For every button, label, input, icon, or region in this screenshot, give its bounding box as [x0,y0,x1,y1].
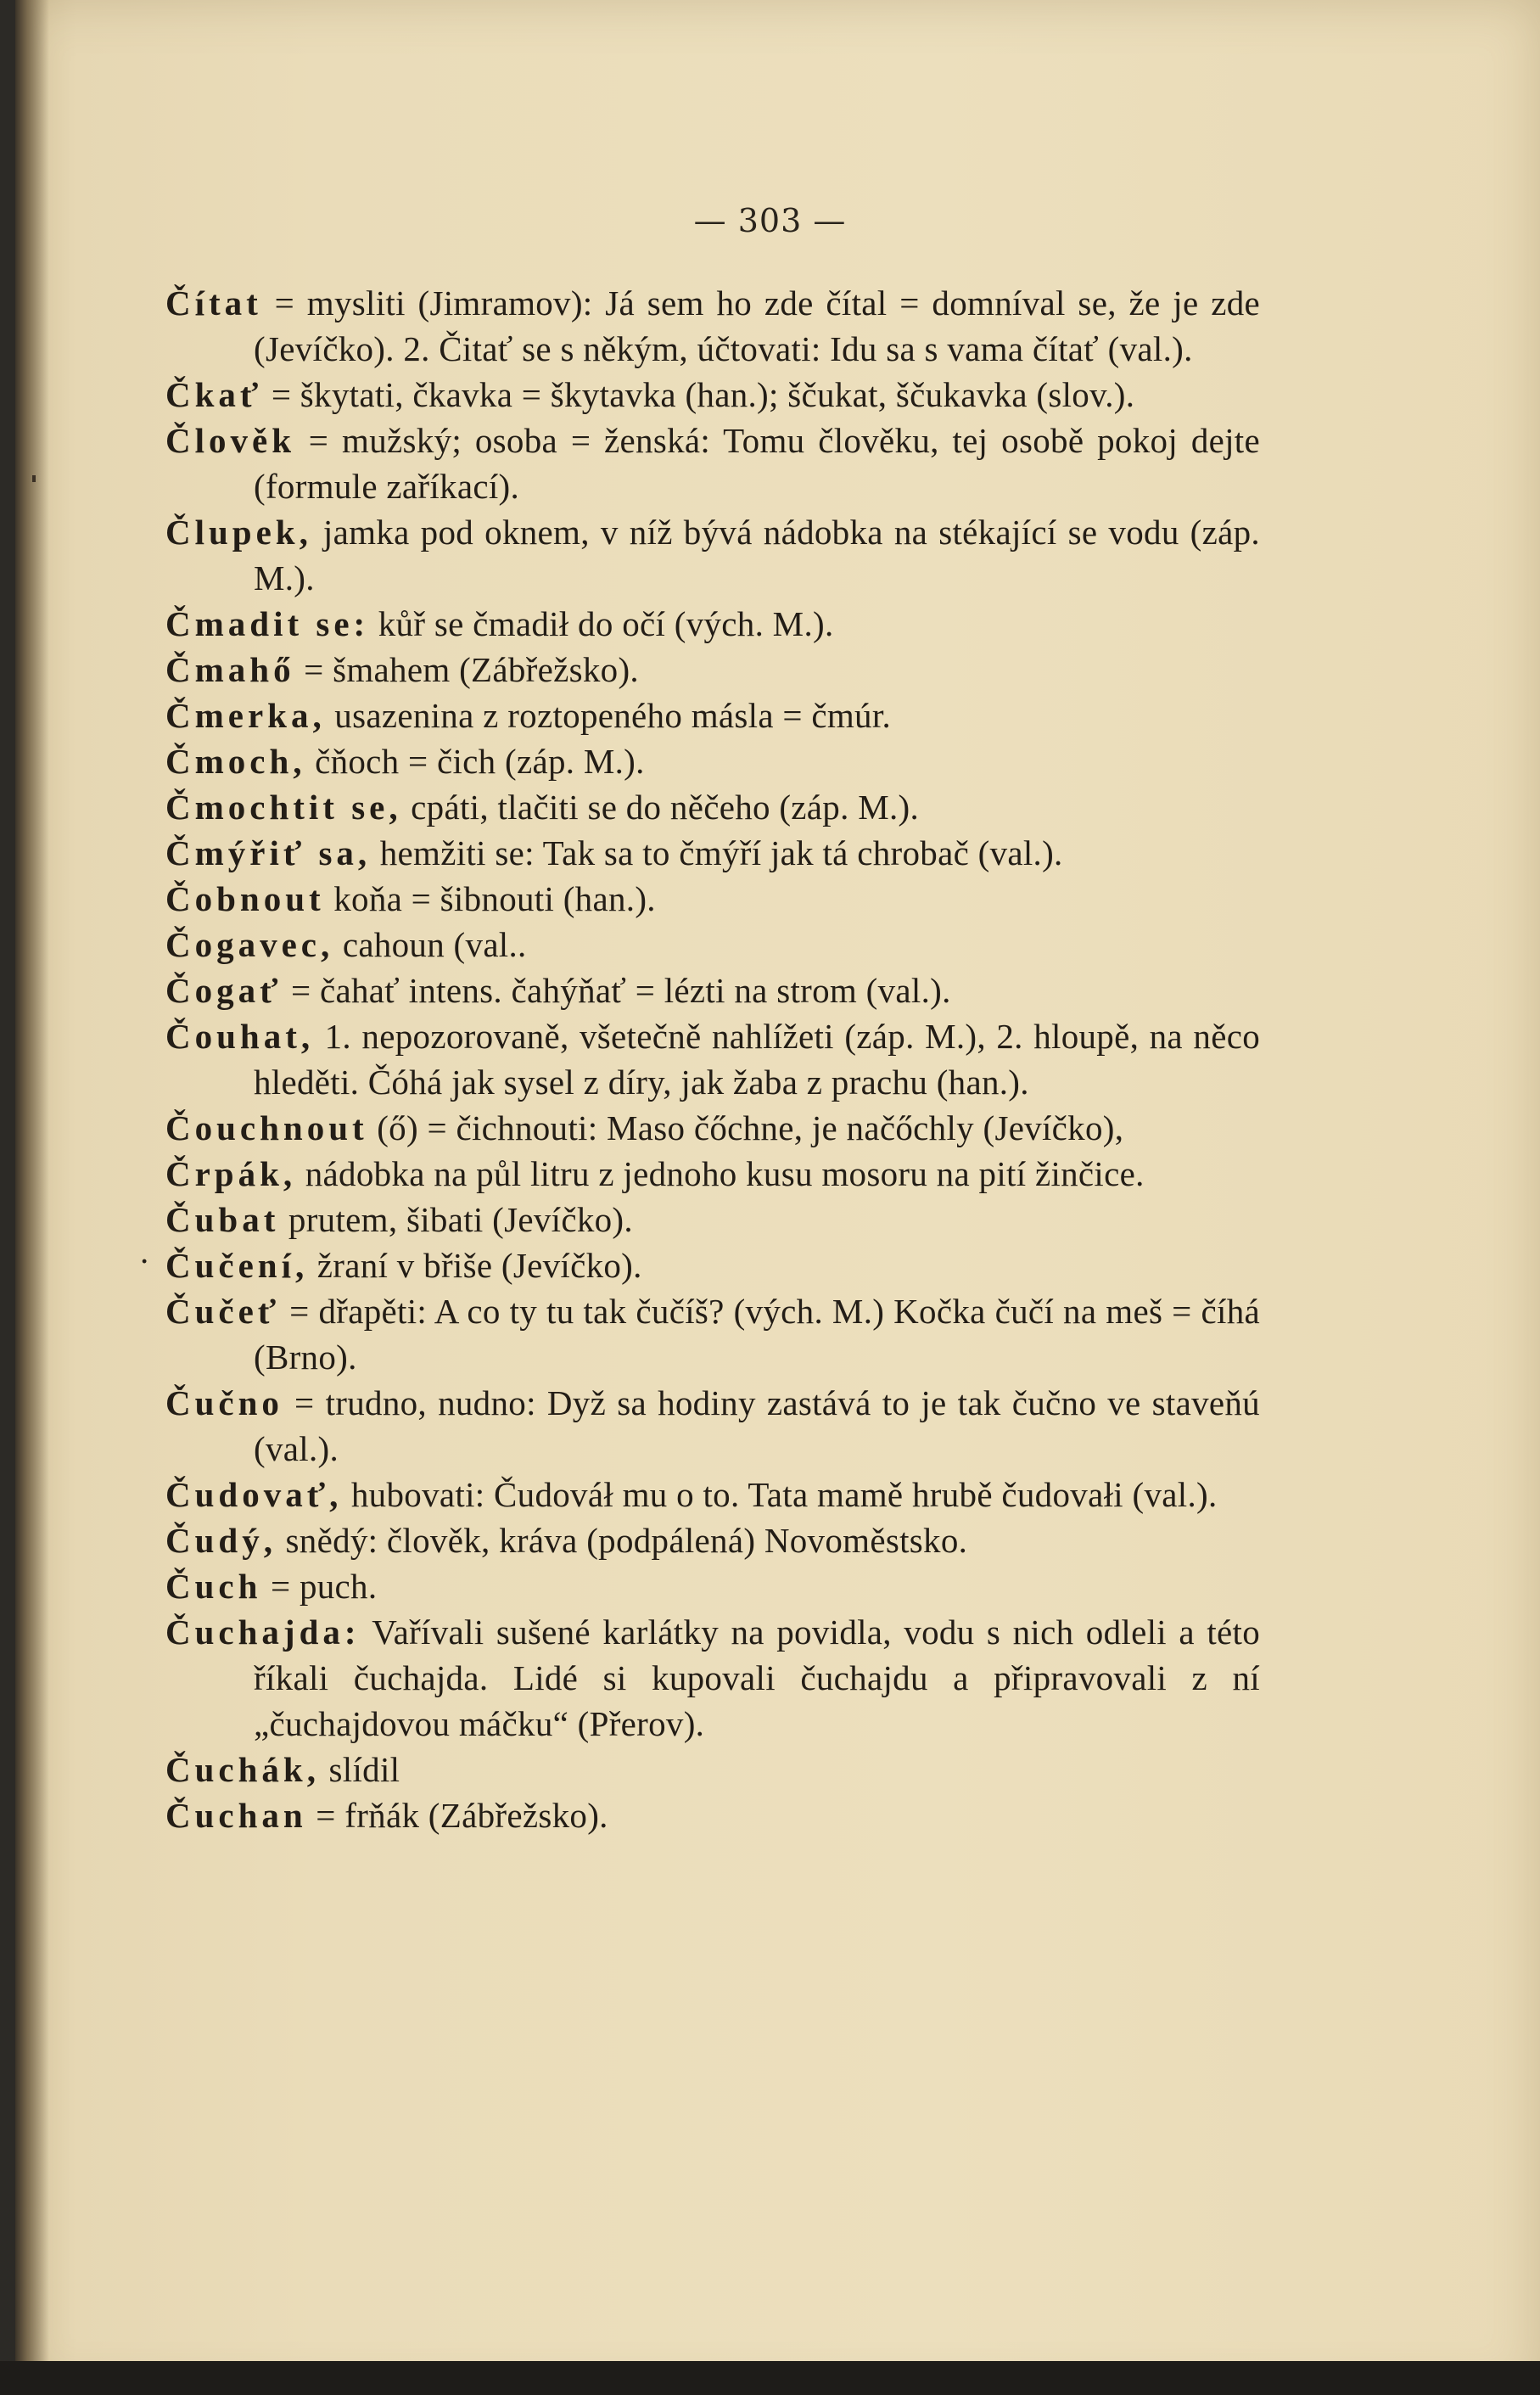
entry-definition: hubovati: Čudováł mu o to. Tata mamě hrubě čudovałi (val.). [342,1475,1218,1514]
stray-mark: . [140,1231,149,1270]
dictionary-entries [165,280,1260,1838]
entry [165,280,1260,372]
entry-headword: Čmadit se: [165,604,370,643]
entry [165,1517,1260,1563]
entry-headword: Čouhat, [165,1017,315,1056]
entry-definition: = čahať intens. čahýňať = lézti na strom (val.). [282,971,951,1010]
entry-definition: usazenina z roztopeného másla = čmúr. [325,696,892,735]
entry-headword: Čogať [165,971,283,1010]
entry-definition: snědý: člověk, kráva (podpálená) Novoměstsko. [276,1521,968,1560]
entry-headword: Čuchajda: [165,1613,361,1652]
entry-definition: = frňák (Zábřežsko). [306,1796,608,1835]
entry-headword: Čogavec, [165,925,334,964]
entry-definition: 1. nepozorovaně, všetečně nahlížeti (záp. M.), 2. hloupě, na něco hleděti. Čóhá jak sysel z díry, jak žaba z prachu (han.). [254,1017,1260,1102]
entry-definition: koňa = šibnouti (han.). [324,879,656,918]
entry [165,922,1260,968]
margin-mark [32,475,36,482]
entry [165,1288,1260,1380]
entry-headword: Čuchák, [165,1750,320,1789]
entry-definition: = mysliti (Jimramov): Já sem ho zde čítal = domníval se, že je zde (Jevíčko). 2. Čitať se s někým, účtovati: Idu sa s vama čítať (val.). [254,283,1260,368]
entry-headword: Črpák, [165,1154,297,1193]
entry-headword: Čmoch, [165,742,306,781]
entry-headword: Člověk [165,421,295,460]
page-gutter-shadow [15,0,49,2395]
entry [165,1563,1260,1609]
entry-definition: = šmahem (Zábřežsko). [294,650,639,689]
entry-headword: Čudý, [165,1521,277,1560]
page-number: — 303 — [693,202,847,239]
entry-definition: nádobka na půl litru z jednoho kusu mosoru na pití žinčice. [296,1154,1145,1193]
entry [165,647,1260,693]
entry-headword: Čuch [165,1567,262,1606]
entry-headword: Čkať [165,375,263,414]
entry-definition: = škytati, čkavka = škytavka (han.); ščukat, ščukavka (slov.). [262,375,1135,414]
entry [165,1151,1260,1197]
entry [165,1105,1260,1151]
entry-definition: (ő) = čichnouti: Maso čőchne, je načőchly (Jevíčko), [367,1108,1124,1147]
entry [165,830,1260,876]
entry [165,784,1260,830]
entry-headword: Čučno [165,1383,283,1422]
entry [165,601,1260,647]
entry-definition: = puch. [261,1567,378,1606]
entry-definition: = mužský; osoba = ženská: Tomu člověku, tej osobě pokoj dejte (formule zaříkací). [254,421,1260,506]
entry-definition: čňoch = čich (záp. M.). [305,742,645,781]
entry [165,1472,1260,1517]
entry [165,1242,1260,1288]
entry-headword: Čítat [165,283,262,323]
entry-headword: Čouchnout [165,1108,368,1147]
entry-headword: Čuchan [165,1796,307,1835]
entry [165,968,1260,1013]
entry-definition: = trudno, nudno: Dyž sa hodiny zastává to je tak čučno ve staveňú (val.). [254,1383,1260,1468]
entry-headword: Čmochtit se, [165,788,402,827]
entry-headword: Čučeť [165,1292,281,1331]
entry-definition: prutem, šibati (Jevíčko). [279,1200,633,1239]
entry [165,738,1260,784]
entry-definition: kůř se čmadił do očí (vých. M.). [369,604,834,643]
entry-definition: cpáti, tlačiti se do něčeho (záp. M.). [401,788,920,827]
entry-headword: Čobnout [165,879,325,918]
entry [165,1380,1260,1472]
entry-headword: Člupek, [165,513,312,552]
entry [165,1747,1260,1792]
entry-definition: žraní v břiše (Jevíčko). [308,1246,642,1285]
entry [165,1197,1260,1242]
entry [165,418,1260,509]
entry-definition: cahoun (val.. [333,925,527,964]
entry [165,1792,1260,1838]
scan-bottom-edge [0,2361,1540,2395]
entry-definition: = dřapěti: A co ty tu tak čučíš? (vých. M.) Kočka čučí na meš = číhá (Brno). [254,1292,1260,1377]
entry-definition: hemžiti se: Tak sa to čmýří jak tá chrobač (val.). [371,833,1063,872]
entry-headword: Čubat [165,1200,280,1239]
entry-definition: jamka pod oknem, v níž bývá nádobka na stékající se vodu (záp. M.). [254,513,1260,597]
entry [165,693,1260,738]
entry [165,876,1260,922]
entry-headword: Čmerka, [165,696,326,735]
entry [165,1013,1260,1105]
entry-headword: Čmahő [165,650,295,689]
entry-definition: slídil [319,1750,400,1789]
entry [165,372,1260,418]
entry-headword: Čudovať, [165,1475,343,1514]
entry [165,509,1260,601]
entry [165,1609,1260,1747]
entry-headword: Čmýřiť sa, [165,833,372,872]
entry-definition: Vařívali sušené karlátky na povidla, vodu s nich odleli a této říkali čuchajda. Lidé si kupovali čuchajdu a připravovali z ní „čuchajdovou máčku“ (Přerov). [254,1613,1260,1743]
entry-headword: Čučení, [165,1246,309,1285]
